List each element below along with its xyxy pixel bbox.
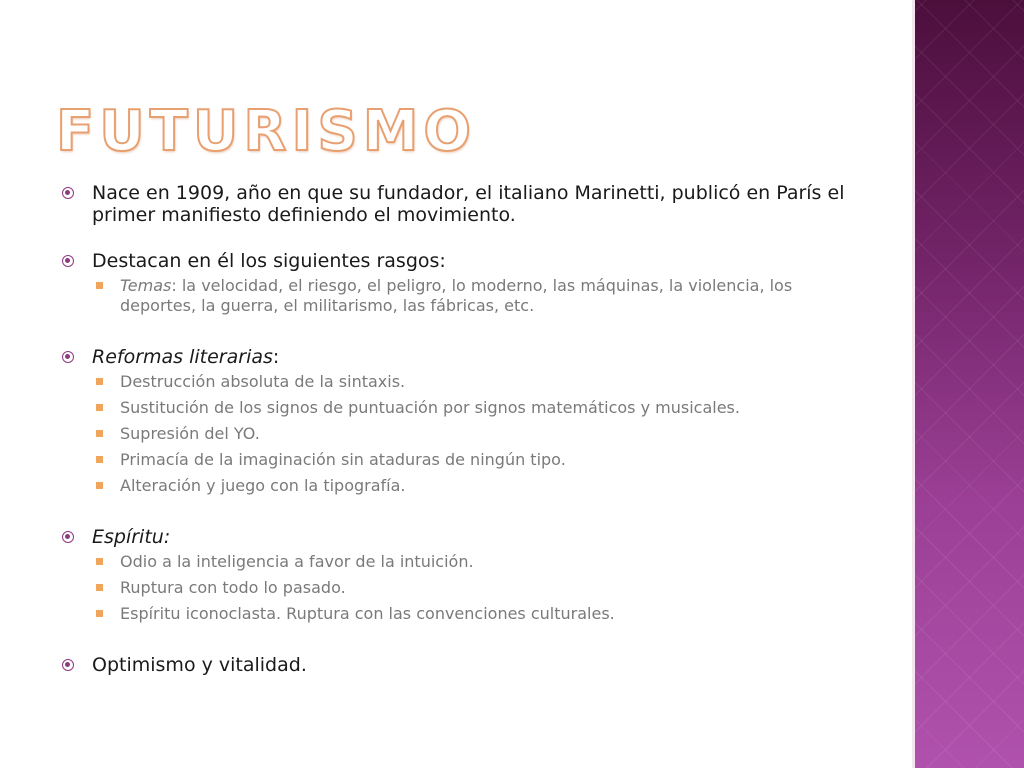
sub-bullet-icon [96,558,103,565]
sub-bullet-text: Ruptura con todo lo pasado. [120,578,346,597]
sub-bullet-item [62,424,862,444]
decorative-side-panel [912,0,1024,768]
sub-bullet-item [62,476,862,496]
sub-bullet-text: Odio a la inteligencia a favor de la intuición. [120,552,474,571]
sub-bullet-item [62,578,862,598]
sub-bullet-icon [96,482,103,489]
sub-bullet-item [62,604,862,624]
slide-title: FUTURISMO [56,99,477,164]
bullet-item-origin [62,182,862,226]
bullet-icon [62,531,74,543]
bullet-item-rasgos [62,250,862,272]
bullet-list [62,182,862,676]
sub-bullet-text: Alteración y juego con la tipografía. [120,476,406,495]
bullet-suffix: : [272,346,280,368]
bullet-icon [62,255,74,267]
sub-bullet-text: Espíritu iconoclasta. Ruptura con las convenciones culturales. [120,604,615,623]
sub-bullet-text: Sustitución de los signos de puntuación por signos matemáticos y musicales. [120,398,740,417]
bullet-text: Nace en 1909, año en que su fundador, el italiano Marinetti, publicó en París el primer manifiesto definiendo el movimiento. [92,182,845,226]
bullet-icon [62,659,74,671]
sub-bullet-text: Supresión del YO. [120,424,260,443]
sub-bullet-item [62,552,862,572]
sub-bullet-item [62,450,862,470]
sub-bullet-icon [96,378,103,385]
bullet-item-reformas [62,346,862,368]
bullet-item-optimismo [62,654,862,676]
sub-bullet-icon [96,610,103,617]
sub-bullet-text: Primacía de la imaginación sin ataduras de ningún tipo. [120,450,566,469]
sub-bullet-item-temas [62,276,862,316]
sub-bullet-icon [96,404,103,411]
sub-bullet-icon [96,456,103,463]
sub-bullet-icon [96,430,103,437]
sub-bullet-label: Temas [120,276,172,295]
sub-bullet-text: Destrucción absoluta de la sintaxis. [120,372,406,391]
bullet-text: Optimismo y vitalidad. [92,654,307,676]
bullet-label: Reformas literarias [92,346,273,368]
bullet-icon [62,351,74,363]
sub-bullet-icon [96,282,103,289]
bullet-item-espiritu [62,526,862,548]
sub-bullet-icon [96,584,103,591]
sub-bullet-text: : la velocidad, el riesgo, el peligro, lo moderno, las máquinas, la violencia, los deportes, la guerra, el militarismo, las fábricas, etc. [120,276,793,315]
bullet-text: Destacan en él los siguientes rasgos: [92,250,446,272]
sub-bullet-item [62,372,862,392]
bullet-label: Espíritu: [92,526,171,548]
bullet-icon [62,187,74,199]
sub-bullet-item [62,398,862,418]
